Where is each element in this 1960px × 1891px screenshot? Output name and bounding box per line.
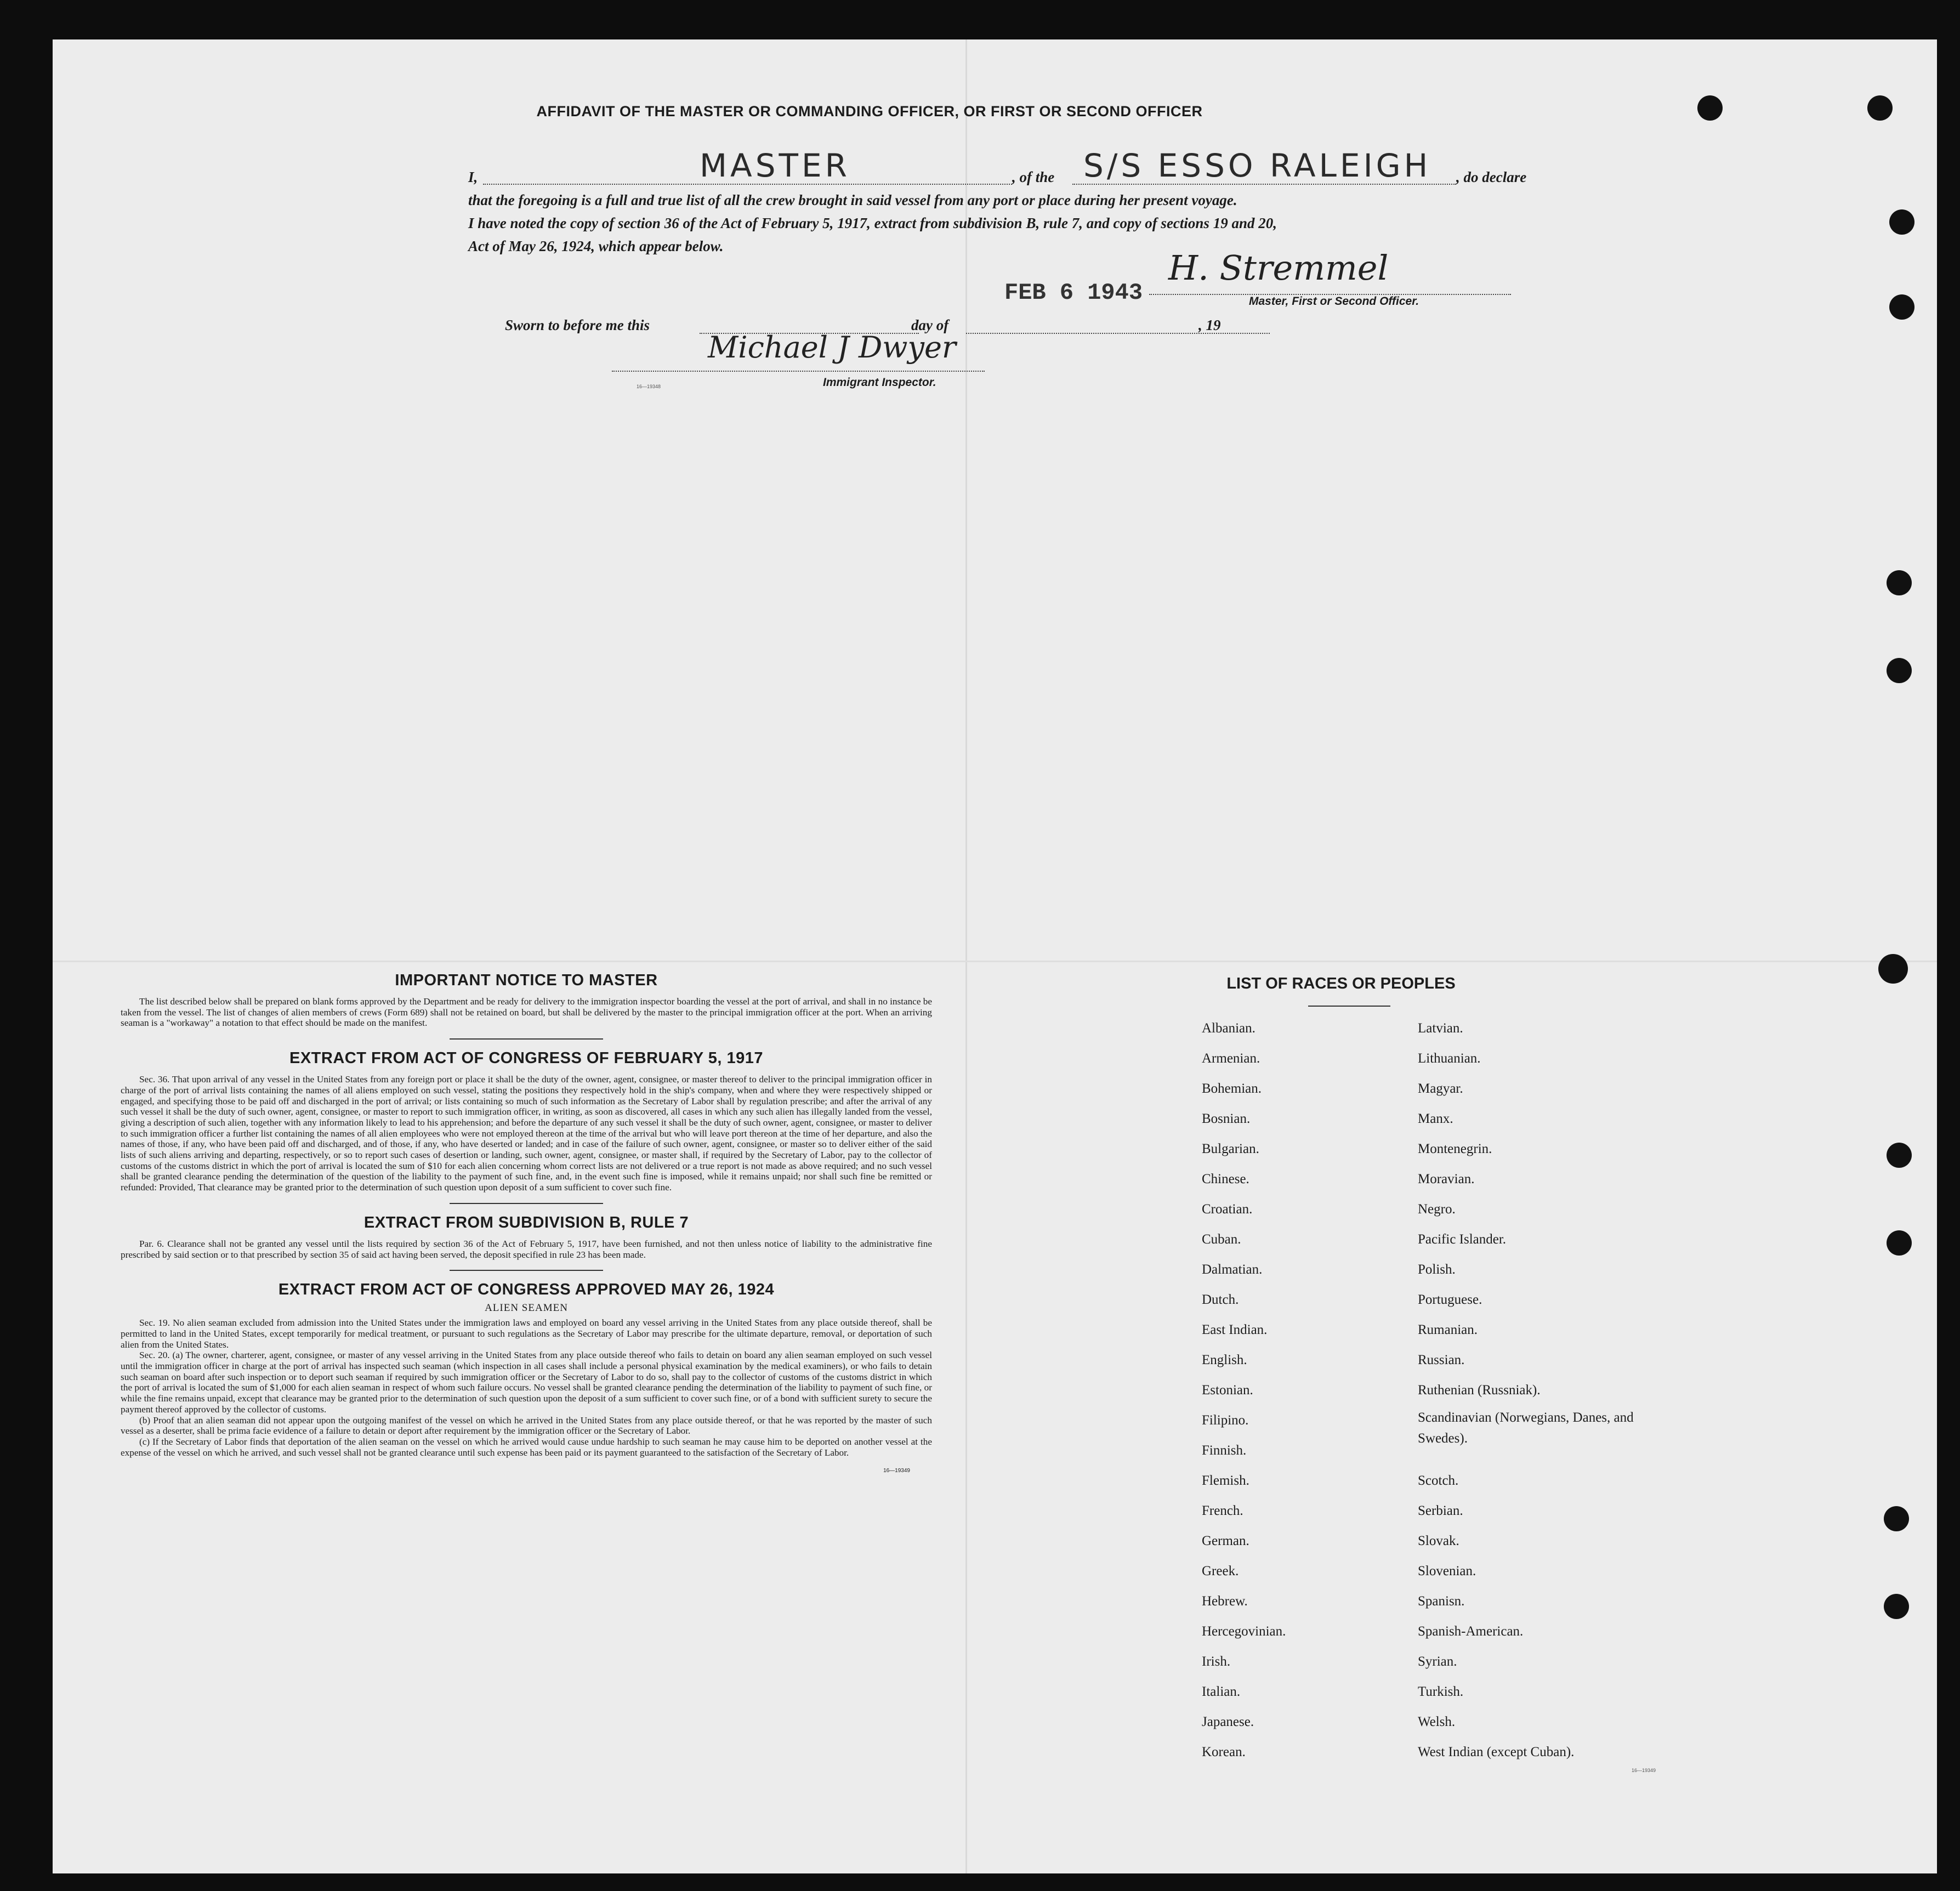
vessel-handwritten: S/S ESSO RALEIGH (1083, 147, 1431, 184)
race-item: Korean. (1202, 1745, 1246, 1759)
race-item: Scandinavian (Norwegians, Danes, and Swedes). (1418, 1410, 1634, 1446)
punch-hole (1887, 658, 1912, 683)
race-item: Magyar. (1418, 1081, 1463, 1096)
race-item: Welsh. (1418, 1714, 1456, 1729)
alien-seamen-subtitle: ALIEN SEAMEN (485, 1302, 568, 1314)
punch-hole (1889, 294, 1914, 320)
punch-hole (1884, 1594, 1909, 1619)
race-item: Japanese. (1202, 1714, 1254, 1729)
day-of-text: day of (911, 317, 949, 333)
important-notice-text: The list described below shall be prepared on blank forms approved by the Department and be ready for delivery to the immigration inspector boarding the vessel at the port of arrival, and shall in no instance be taken from the vessel. The list of changes of alien members of crews (Form 689) shall not be retained on board, but shall be delivered by the master to the principal immigration officer at the port. When an arriving seaman is a "workaway" a notation to that effect should be made on the manifest. (121, 996, 932, 1029)
races-title-rule (1308, 1006, 1390, 1007)
master-handwritten: MASTER (700, 147, 850, 184)
extract-1917-title: EXTRACT FROM ACT OF CONGRESS OF FEBRUARY 5, 1917 (289, 1049, 764, 1067)
race-item: Slovak. (1418, 1534, 1459, 1548)
sec36-text: Sec. 36. That upon arrival of any vessel in the United States from any foreign port or place it shall be the duty of the owner, agent, consignee, or master thereof to deliver to the principal immigration officer in charge of the port of arrival lists containing the names of all aliens employed on such vessel, stating the positions they respectively hold in the ship's company, when and where they were respectively shipped or engaged, and specifying those to be paid off and discharged in the port of arrival; or lists containing so much of such information as the Secretary of Labor shall by regulation prescribe; and after the arrival of any such vessel it shall be the duty of such owner, agent, consignee, or master to report to such immigration officer, in writing, as soon as discovered, all cases in which any such alien has illegally landed from the vessel, giving a description of such alien, together with any information likely to lead to his apprehension; and before the departure of any such vessel it shall be the duty of such owner, agent, consignee, or master to deliver to such immigration officer a further list containing the names of all alien employees who were not employed thereon at the time of the arrival but who will leave port thereon at the time of her departure, and also the names of those, if any, who have been paid off and discharged, and of those, if any, who have deserted or landed; and in case of the failure of such owner, agent, consignee, or master so to deliver either of the said lists of such aliens arriving and departing, respectively, or so to report such cases of desertion or landing, such owner, agent, consignee, or master shall, if required by the Secretary of Labor, pay to the collector of customs of the customs district in which the port of arrival is located the sum of $10 for each alien concerning whom correct lists are not delivered or a true report is not made as above required; and no such vessel shall be granted clearance pending the determination of the question of the liability to the payment of such fine, and, in the event such fine is imposed, while it remains unpaid; nor shall such fine be remitted or refunded: Provided, That clearance may be granted prior to the determination of such question upon deposit of a sum sufficient to cover such fine. (121, 1074, 932, 1193)
race-item: Dalmatian. (1202, 1262, 1263, 1277)
race-item: Cuban. (1202, 1232, 1241, 1247)
race-item: Syrian. (1418, 1654, 1457, 1669)
affidavit-prefix: I, (468, 169, 478, 185)
race-item: Moravian. (1418, 1172, 1475, 1186)
race-item: Dutch. (1202, 1292, 1239, 1307)
notice-form-number: 16—19349 (883, 1468, 910, 1474)
inspector-caption: Immigrant Inspector. (823, 376, 936, 389)
sworn-year-line (1231, 333, 1270, 334)
officer-signature: H. Stremmel (1168, 248, 1389, 288)
race-item: Scotch. (1418, 1473, 1459, 1488)
races-column-1 (1202, 1021, 1432, 1810)
race-item: Chinese. (1202, 1172, 1249, 1186)
race-item: Spanish-American. (1418, 1624, 1524, 1639)
section-divider (450, 1203, 603, 1204)
race-item: French. (1202, 1503, 1243, 1518)
race-item: Bohemian. (1202, 1081, 1262, 1096)
race-item: Flemish. (1202, 1473, 1249, 1488)
sec20c-text: (c) If the Secretary of Labor finds that deportation of the alien seaman on the vessel on which he arrived would cause undue hardship to such seaman he may cause him to be deported on another vessel at the expense of the vessel on which he arrived, and such vessel shall not be granted clearance until such expense has been paid or its payment guaranteed to the satisfaction of the Secretary of Labor. (121, 1436, 932, 1458)
race-item: West Indian (except Cuban). (1418, 1745, 1575, 1759)
punch-hole (1887, 1230, 1912, 1256)
punch-hole (1889, 209, 1914, 235)
affidavit-line-3: I have noted the copy of section 36 of the Act of February 5, 1917, extract from subdivision B, rule 7, and copy of sections 19 and 20, (468, 215, 1277, 231)
race-item: Negro. (1418, 1202, 1456, 1217)
race-item: Pacific Islander. (1418, 1232, 1507, 1247)
race-item: Estonian. (1202, 1383, 1253, 1398)
races-title: LIST OF RACES OR PEOPLES (1226, 975, 1456, 992)
officer-caption: Master, First or Second Officer. (1249, 295, 1419, 308)
extract-1924-title: EXTRACT FROM ACT OF CONGRESS APPROVED MAY 26, 1924 (278, 1281, 775, 1299)
inspector-signature-line (612, 371, 985, 372)
race-item: Montenegrin. (1418, 1142, 1492, 1156)
race-item: Italian. (1202, 1684, 1241, 1699)
punch-hole (1887, 570, 1912, 595)
punch-hole (1887, 1143, 1912, 1168)
affidavit-line-4: Act of May 26, 1924, which appear below. (468, 238, 724, 254)
sec20a-text: Sec. 20. (a) The owner, charterer, agent, consignee, or master of any vessel arriving in the United States from any place outside thereof who fails to detain on board any alien seaman employed on such vessel until the immigration officer in charge at the port of arrival has inspected such seaman (which inspection in all cases shall include a personal physical examination by the medical examiners), or who fails to detain such seaman on board after such inspection or to deport such seaman if required by such immigration officer or the Secretary of Labor to do so, shall pay to the collector of customs of the customs district in which the port of arrival is located the sum of $1,000 for each alien seaman in respect of whom such failure occurs. No vessel shall be granted clearance pending the determination of the liability to payment of such fine, or while the fine remains unpaid, except that clearance may be granted prior to the determination of such question upon the deposit of a sum sufficient to cover such fine, or of a bond with sufficient surety to secure the payment thereof approved by the collector of customs. (121, 1350, 932, 1415)
declare-text: , do declare (1456, 169, 1527, 185)
fold-crease-horizontal (53, 961, 1937, 962)
race-item: Ruthenian (Russniak). (1418, 1383, 1541, 1398)
affidavit-form-number: 16—19348 (637, 384, 661, 389)
race-item: Greek. (1202, 1564, 1239, 1578)
document-page (53, 39, 1937, 1873)
affidavit-title: AFFIDAVIT OF THE MASTER OR COMMANDING OFFICER, OR FIRST OR SECOND OFFICER (536, 103, 1203, 120)
race-item: Turkish. (1418, 1684, 1464, 1699)
races-form-number: 16—19349 (1632, 1768, 1656, 1773)
rule7-text: Par. 6. Clearance shall not be granted any vessel until the lists required by section 36 of the Act of February 5, 1917, have been furnished, and not then unless notice of liability to the administrative fine prescribed by said section or to that prescribed by section 35 of said act having been served, the deposit specified in rule 23 has been made. (121, 1238, 932, 1260)
race-item: Russian. (1418, 1353, 1465, 1367)
race-item: Serbian. (1418, 1503, 1463, 1518)
year-text: , 19 (1198, 317, 1221, 333)
punch-hole (1884, 1506, 1909, 1531)
race-item: Lithuanian. (1418, 1051, 1481, 1066)
date-stamp: FEB 6 1943 (1004, 280, 1143, 306)
race-item: English. (1202, 1353, 1247, 1367)
rule7-title: EXTRACT FROM SUBDIVISION B, RULE 7 (363, 1213, 689, 1231)
race-item: German. (1202, 1534, 1249, 1548)
sworn-text: Sworn to before me this (505, 317, 650, 333)
affidavit-line-2: that the foregoing is a full and true list of all the crew brought in said vessel from any port or place during her present voyage. (468, 192, 1237, 208)
section-divider (450, 1038, 603, 1040)
sec19-text: Sec. 19. No alien seaman excluded from admission into the United States under the immigration laws and employed on board any vessel arriving in the United States from any place outside thereof, shall be permitted to land in the United States, except temporarily for medical treatment, or pursuant to such regulations as the Secretary of Labor may prescribe for the ultimate departure, removal, or deportation of such alien from the United States. (121, 1318, 932, 1350)
race-item: Finnish. (1202, 1443, 1247, 1458)
race-item: East Indian. (1202, 1322, 1268, 1337)
notice-section (121, 972, 932, 1474)
fold-crease-vertical (965, 39, 967, 1873)
sec20b-text: (b) Proof that an alien seaman did not appear upon the outgoing manifest of the vessel on which he arrived in the United States from any place outside thereof, or that he was reported by the master of such vessel as a deserter, shall be prima facie evidence of a failure to detain or deport after requirement by the immigration officer or the Secretary of Labor. (121, 1415, 932, 1436)
race-item: Manx. (1418, 1111, 1453, 1126)
race-item: Hebrew. (1202, 1594, 1248, 1609)
races-column-2 (1418, 1021, 1725, 1810)
race-item: Filipino. (1202, 1413, 1249, 1428)
race-item: Portuguese. (1418, 1292, 1482, 1307)
section-divider (450, 1270, 603, 1271)
race-item: Hercegovinian. (1202, 1624, 1286, 1639)
race-item: Bosnian. (1202, 1111, 1251, 1126)
race-item: Albanian. (1202, 1021, 1255, 1036)
punch-hole (1878, 954, 1908, 984)
race-item: Slovenian. (1418, 1564, 1476, 1578)
important-notice-title: IMPORTANT NOTICE TO MASTER (395, 972, 658, 989)
race-item: Bulgarian. (1202, 1142, 1259, 1156)
of-the-text: , of the (1012, 169, 1055, 185)
race-item: Armenian. (1202, 1051, 1260, 1066)
race-item: Latvian. (1418, 1021, 1463, 1036)
punch-hole (1867, 95, 1893, 121)
race-item: Spanisn. (1418, 1594, 1465, 1609)
punch-hole (1697, 95, 1723, 121)
race-item: Irish. (1202, 1654, 1231, 1669)
race-item: Polish. (1418, 1262, 1456, 1277)
race-item: Rumanian. (1418, 1322, 1478, 1337)
race-item: Croatian. (1202, 1202, 1253, 1217)
inspector-signature: Michael J Dwyer (708, 330, 956, 365)
